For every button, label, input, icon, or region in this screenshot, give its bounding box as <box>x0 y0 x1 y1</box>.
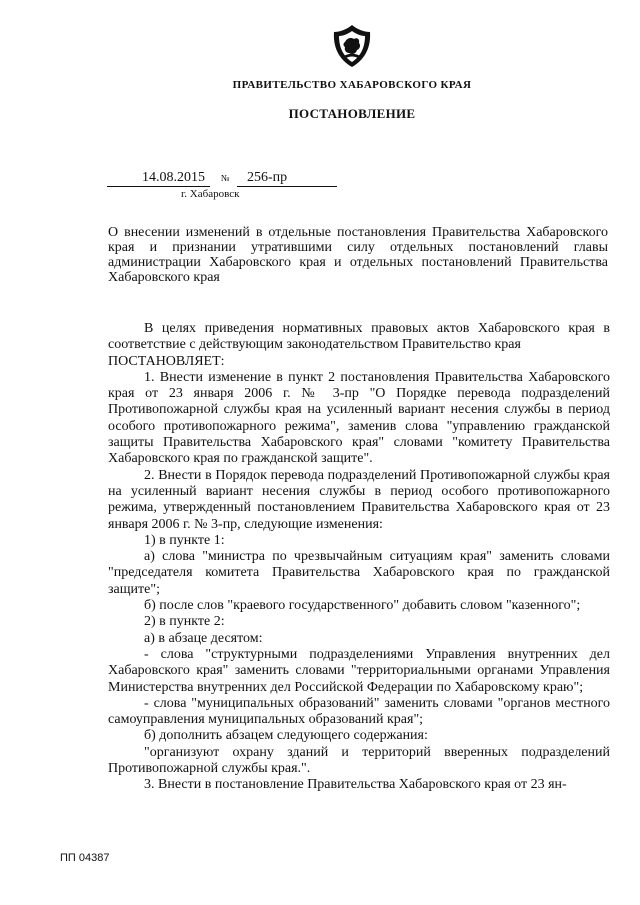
footer-document-code: ПП 04387 <box>60 852 110 864</box>
body-paragraph: б) после слов "краевого государственного" добавить словом "казенного"; <box>144 598 581 614</box>
city-label: г. Хабаровск <box>181 188 240 200</box>
body-paragraph: "организуют охрану зданий и территорий вверенных подразделений Противопожарной службы края.". <box>108 744 610 777</box>
khabarovsk-coat-of-arms-icon <box>328 22 376 70</box>
body-paragraph: 1) в пункте 1: <box>144 532 225 548</box>
body-paragraph: 2) в пункте 2: <box>144 614 225 630</box>
number-sign: № <box>220 173 230 183</box>
body-paragraph: 2. Внести в Порядок перевода подразделений Противопожарной службы края на усиленный вариант несения службы в период особого противопожарного режима, утвержденный постановлением Правительства Хабаровского края от 23 января 2006 г. № 3-пр, следующие изменения: <box>108 467 610 532</box>
document-number: 256-пр <box>237 170 337 187</box>
body-paragraph: - слова "структурными подразделениями Управления внутренних дел Хабаровского края" заменить словами "территориальными органами Управления Министерства внутренних дел Российской Федерации по Хабаровскому краю"; <box>108 646 610 695</box>
government-title: ПРАВИТЕЛЬСТВО ХАБАРОВСКОГО КРАЯ <box>232 79 472 91</box>
body-paragraph: 3. Внести в постановление Правительства Хабаровского края от 23 ян- <box>144 777 567 793</box>
body-paragraph: а) в абзаце десятом: <box>144 630 263 646</box>
body-paragraph: а) слова "министра по чрезвычайным ситуациям края" заменить словами "председателя комитета Правительства Хабаровского края по гражданской защите"; <box>108 549 610 597</box>
document-subject: О внесении изменений в отдельные постановления Правительства Хабаровского края и признании утратившими силу отдельных постановлений главы администрации Хабаровского края и отдельных постановлений Правительства Хабаровского края <box>108 225 608 285</box>
document-type-title: ПОСТАНОВЛЕНИЕ <box>288 106 416 121</box>
body-paragraph: 1. Внести изменение в пункт 2 постановления Правительства Хабаровского края от 23 января 2006 г. № 3-пр "О Порядке перевода подразделений Противопожарной службы края на усиленный вариант несения службы в период особого противопожарного режима", заменив слова "управлению гражданской защиты Правительства Хабаровского края" словами "комитету Правительства Хабаровского края по гражданской защите". <box>108 369 610 467</box>
body-paragraph: ПОСТАНОВЛЯЕТ: <box>108 353 225 369</box>
document-date: 14.08.2015 <box>107 170 210 187</box>
body-paragraph: - слова "муниципальных образований" заменить словами "органов местного самоуправления муниципальных образований края"; <box>108 695 610 728</box>
document-body <box>108 321 610 794</box>
body-paragraph: В целях приведения нормативных правовых актов Хабаровского края в соответствие с действующим законодательством Правительство края <box>108 321 610 353</box>
body-paragraph: б) дополнить абзацем следующего содержания: <box>144 728 428 744</box>
